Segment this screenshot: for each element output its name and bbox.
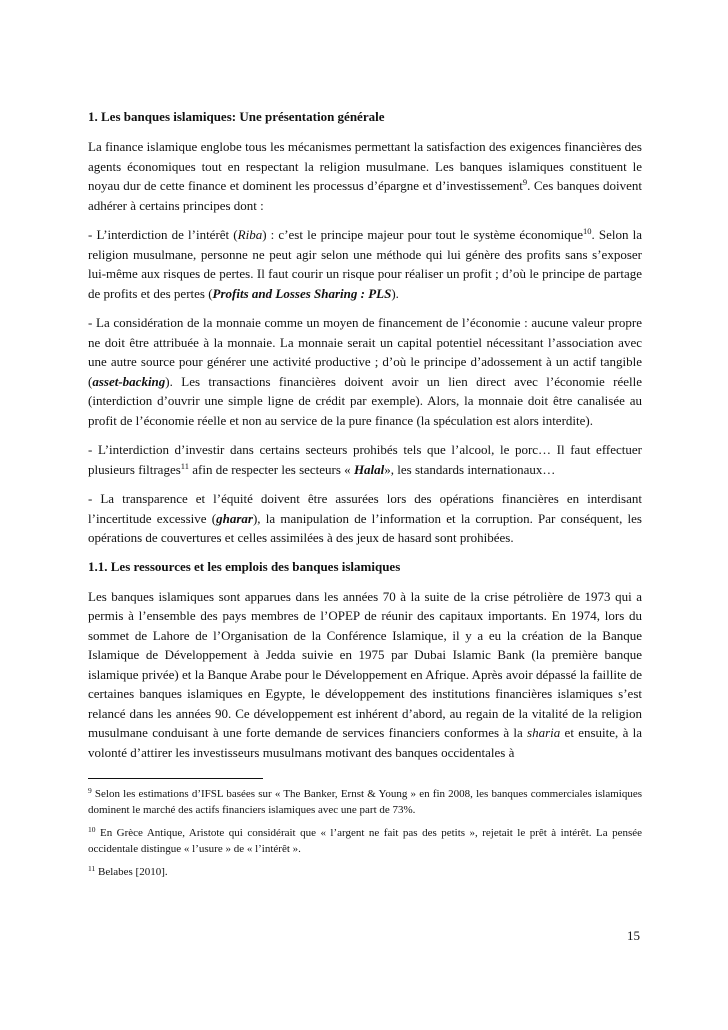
footnote-ref[interactable]: 10 <box>582 226 592 236</box>
footnote-item <box>88 826 642 857</box>
text-run: La finance islamique englobe tous les mécanismes permettant la satisfaction des exigences financières des agents économiques tout en respectant la religion musulmane. Les banques islamiques constituent le noyau dur de cette finance et dominent les processus d’épargne et d’investissement <box>88 139 642 193</box>
bold-italic-term: gharar <box>216 510 253 526</box>
text-run: Les banques islamiques sont apparues dans les années 70 à la suite de la crise pétrolière de 1973 qui a permis à l’ensemble des pays membres de l’OPEP de réunir des capitaux importants. En 1974, lors du sommet de Lahore de l’Organisation de la Conférence Islamique, il y a eu la création de la Banque Islamique de Développement à Jedda suivie en 1975 par Dubai Islamic Bank (la première banque islamique privée) et la Banque Arabe pour le Développement en Afrique. Après avoir dépassé la faillite de certaines banques islamiques en Egypte, le développement des institutions financières islamiques s’est relancé dans les années 90. Ce développement est inhérent d’abord, au regain de la vitalité de la religion musulmane conduisant à une forte demande de services financiers conformes à la <box>88 588 642 740</box>
footnote-ref[interactable]: 9 <box>522 177 528 187</box>
text-run: . Ces banques doivent adhérer à certains principes dont : <box>88 178 642 213</box>
text-run: - La considération de la monnaie comme un moyen de financement de l’économie : aucune valeur propre ne doit être attribuée à la monnaie. La monnaie serait un capital potentiel nécessitant l’association avec une autre source pour générer une activité productive ; d’où le principe d’adossement à un actif tangible ( <box>88 315 642 389</box>
footnote-separator <box>88 778 263 779</box>
footnote-number: 10 <box>88 825 96 834</box>
italic-term: Riba <box>237 227 263 242</box>
text-run: et ensuite, à la volonté d’attirer les investisseurs musulmans motivant des banques occidentales à <box>88 725 643 760</box>
principle-transparency-paragraph <box>88 489 642 548</box>
footnote-item <box>88 787 642 818</box>
history-paragraph <box>88 587 642 763</box>
page-number: 15 <box>627 928 640 943</box>
text-run: ). <box>391 285 399 301</box>
text-run: - L’interdiction d’investir dans certains secteurs prohibés tels que l’alcool, le porc… Il faut effectuer plusieurs filtrages <box>88 442 642 477</box>
footnote-number: 9 <box>88 786 92 795</box>
bold-italic-term: Halal <box>353 461 385 477</box>
text-run: ). Les transactions financières doivent avoir un lien direct avec l’économie réelle (interdiction d’ouvrir une simple ligne de crédit par exemple). Alors, la monnaie doit être canalisée au profit de l’économie réelle et non au service de la pure finance (la spéculation est alors interdite). <box>88 373 642 428</box>
principle-riba-paragraph <box>88 225 642 303</box>
text-run: . Selon la religion musulmane, personne ne peut agir selon une méthode qui lui génère des profits sans s’exposer lui-même aux risques de pertes. Il faut courir un risque pour réaliser un profit ; d’où le principe de partage de profits et des pertes ( <box>88 227 642 301</box>
text-run: - La transparence et l’équité doivent être assurées lors des opérations financières en interdisant l’incertitude excessive ( <box>88 491 642 526</box>
text-run: afin de respecter les secteurs « <box>188 461 354 477</box>
text-run: ) : c’est le principe majeur pour tout le système économique <box>262 227 583 242</box>
principle-sectors-paragraph <box>88 440 642 479</box>
principle-money-paragraph <box>88 313 642 430</box>
footnote-ref[interactable]: 11 <box>180 460 189 471</box>
document-page <box>88 108 642 889</box>
section-heading: 1. Les banques islamiques: Une présentation générale <box>88 109 385 124</box>
text-run: », les standards internationaux… <box>384 461 556 477</box>
bold-italic-term: asset-backing <box>92 373 166 389</box>
footnote-text: Belabes [2010]. <box>95 866 168 878</box>
text-run: - L’interdiction de l’intérêt ( <box>88 227 238 242</box>
footnote-text: Selon les estimations d’IFSL basées sur « The Banker, Ernst & Young » en fin 2008, les banques commerciales islamiques dominent le marché des actifs financiers islamiques avec une part de 73%. <box>88 788 642 816</box>
footnote-number: 11 <box>88 864 96 873</box>
intro-paragraph <box>88 137 642 215</box>
footnote-item <box>88 865 642 881</box>
italic-term: sharia <box>527 725 561 740</box>
text-run: ), la manipulation de l’information et la corruption. Par conséquent, les opérations de couvertures et celles assimilées à des jeux de hasard sont prohibées. <box>88 510 642 545</box>
footnote-text: En Grèce Antique, Aristote qui considérait que « l’argent ne fait pas des petits », rejetait le prêt à intérêt. La pensée occidentale distingue « l’usure » de « l’intérêt ». <box>88 827 642 855</box>
subsection-heading: 1.1. Les ressources et les emplois des banques islamiques <box>88 558 401 574</box>
bold-italic-term: Profits and Losses Sharing : PLS <box>212 285 392 301</box>
